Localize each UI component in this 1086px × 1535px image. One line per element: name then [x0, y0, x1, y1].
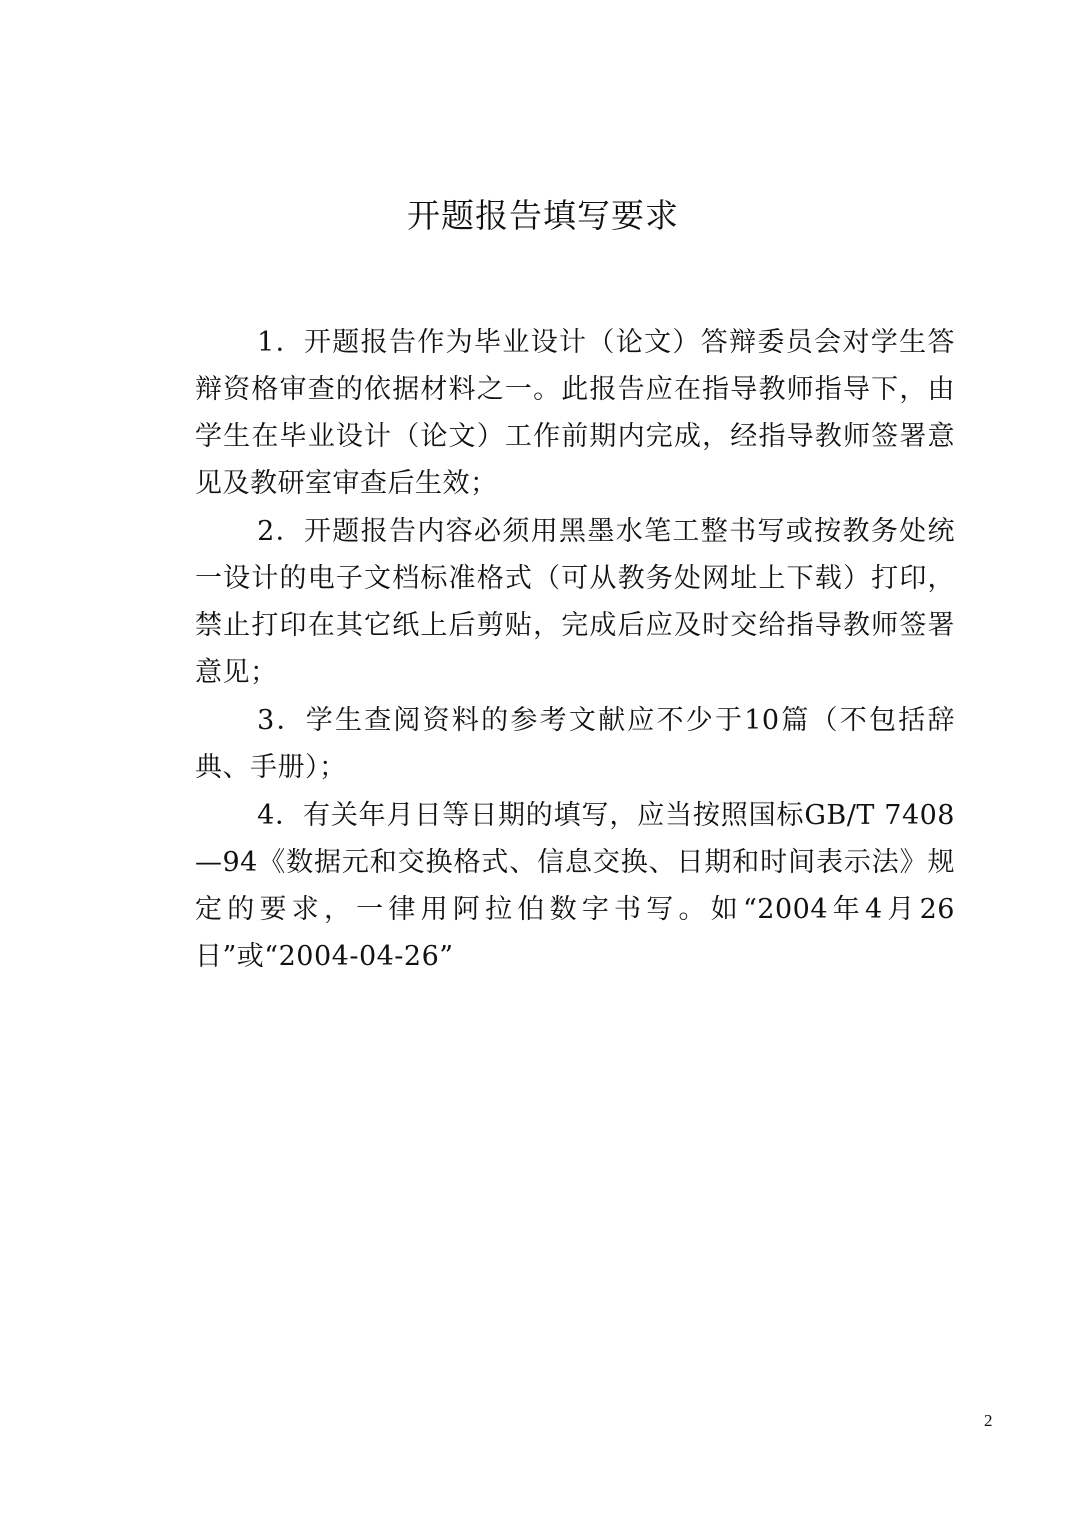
requirement-item-4: 4．有关年月日等日期的填写，应当按照国标GB/T 7408—94《数据元和交换格式、信息交换、日期和时间表示法》规定的要求，一律用阿拉伯数字书写。如“2004年4月26日”或“2004-04-26” [195, 800, 955, 972]
requirement-item-1: 1．开题报告作为毕业设计（论文）答辩委员会对学生答辩资格审查的依据材料之一。此报告应在指导教师指导下，由学生在毕业设计（论文）工作前期内完成，经指导教师签署意见及教研室审查后生效； [195, 327, 955, 499]
page-title: 开题报告填写要求 [407, 196, 679, 235]
requirement-item-3: 3．学生查阅资料的参考文献应不少于10篇（不包括辞典、手册）； [195, 705, 955, 783]
page-number: 2 [984, 1411, 993, 1430]
requirement-item-2: 2．开题报告内容必须用黑墨水笔工整书写或按教务处统一设计的电子文档标准格式（可从教务处网址上下载）打印，禁止打印在其它纸上后剪贴，完成后应及时交给指导教师签署意见； [195, 516, 955, 688]
requirements-body [195, 319, 955, 980]
